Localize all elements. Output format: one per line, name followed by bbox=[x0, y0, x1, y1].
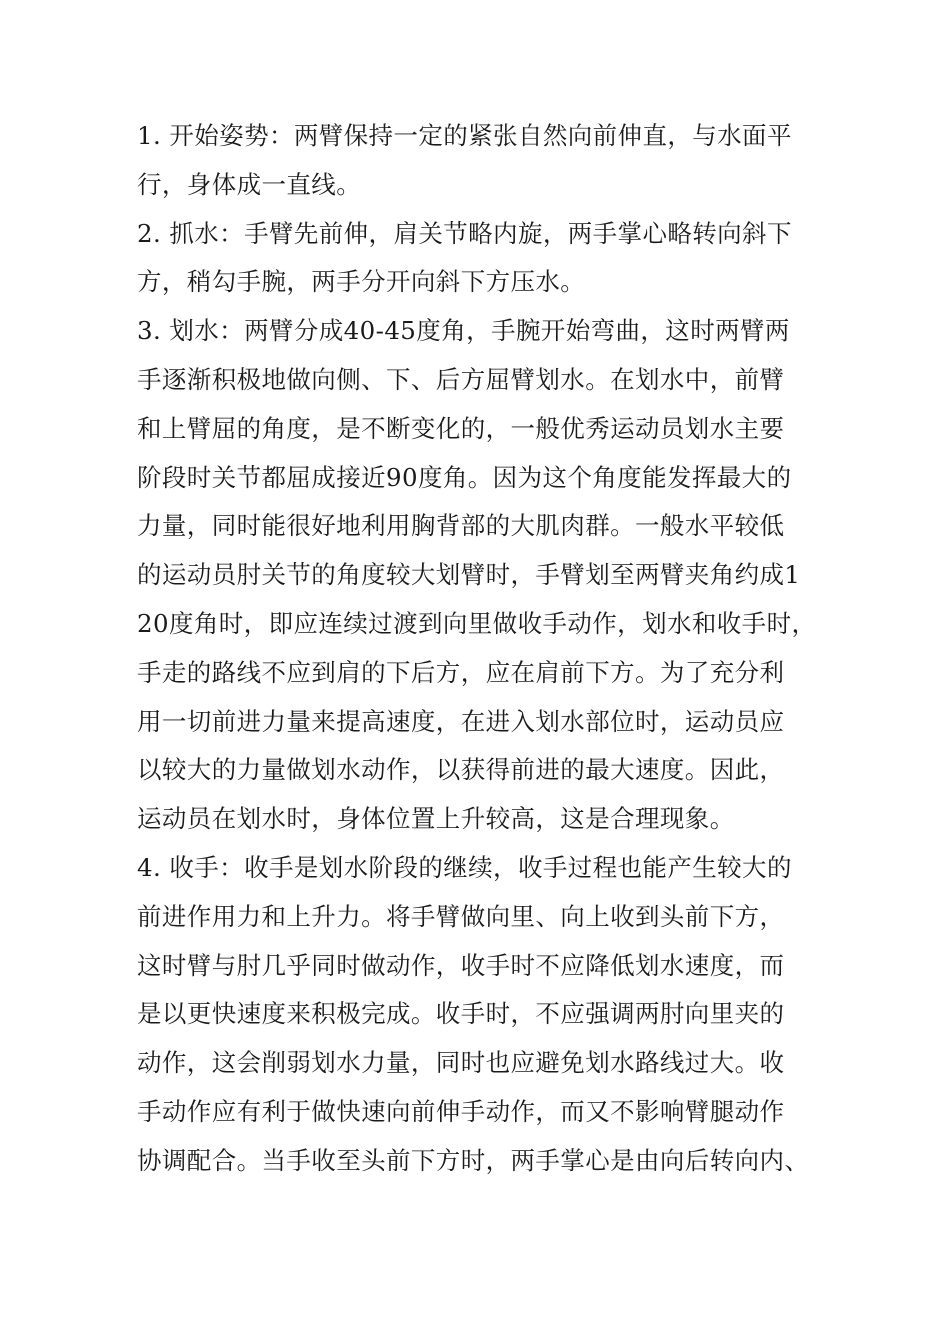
text-line: 的运动员肘关节的角度较大划臂时，手臂划至两臂夹角约成1 bbox=[137, 560, 801, 590]
text-line: 和上臂屈的角度，是不断变化的，一般优秀运动员划水主要 bbox=[137, 413, 785, 443]
text-line: 1. 开始姿势：两臂保持一定的紧张自然向前伸直，与水面平 bbox=[137, 121, 792, 150]
text-line: 手走的路线不应到肩的下后方，应在肩前下方。为了充分利 bbox=[137, 657, 785, 687]
text-line: 行，身体成一直线。 bbox=[137, 169, 362, 199]
text-line: 协调配合。当手收至头前下方时，两手掌心是由向后转向内、 bbox=[137, 1145, 810, 1175]
text-line: 4. 收手：收手是划水阶段的继续，收手过程也能产生较大的 bbox=[137, 852, 792, 882]
text-line: 是以更快速度来积极完成。收手时，不应强调两肘向里夹的 bbox=[137, 999, 785, 1029]
text-line: 用一切前进力量来提高速度，在进入划水部位时，运动员应 bbox=[137, 706, 785, 736]
text-line: 动作，这会削弱划水力量，同时也应避免划水路线过大。收 bbox=[137, 1048, 785, 1078]
text-line: 以较大的力量做划水动作，以获得前进的最大速度。因此， bbox=[137, 755, 785, 785]
text-line: 20度角时，即应连续过渡到向里做收手动作，划水和收手时， bbox=[137, 608, 817, 638]
text-line: 力量，同时能很好地利用胸背部的大肌肉群。一般水平较低 bbox=[137, 511, 785, 541]
text-line: 3. 划水：两臂分成40-45度角，手腕开始弯曲，这时两臂两 bbox=[137, 316, 790, 346]
text-line: 阶段时关节都屈成接近90度角。因为这个角度能发挥最大的 bbox=[137, 462, 792, 492]
text-line: 前进作用力和上升力。将手臂做向里、向上收到头前下方， bbox=[137, 901, 785, 931]
body-text bbox=[137, 112, 817, 1186]
text-line: 运动员在划水时，身体位置上升较高，这是合理现象。 bbox=[137, 804, 735, 834]
text-line: 这时臂与肘几乎同时做动作，收手时不应降低划水速度，而 bbox=[137, 950, 785, 980]
text-line: 2. 抓水：手臂先前伸，肩关节略内旋，两手掌心略转向斜下 bbox=[137, 218, 792, 248]
text-line: 方，稍勾手腕，两手分开向斜下方压水。 bbox=[137, 267, 586, 297]
text-line: 手动作应有利于做快速向前伸手动作，而又不影响臂腿动作 bbox=[137, 1096, 785, 1126]
text-line: 手逐渐积极地做向侧、下、后方屈臂划水。在划水中，前臂 bbox=[137, 364, 785, 394]
